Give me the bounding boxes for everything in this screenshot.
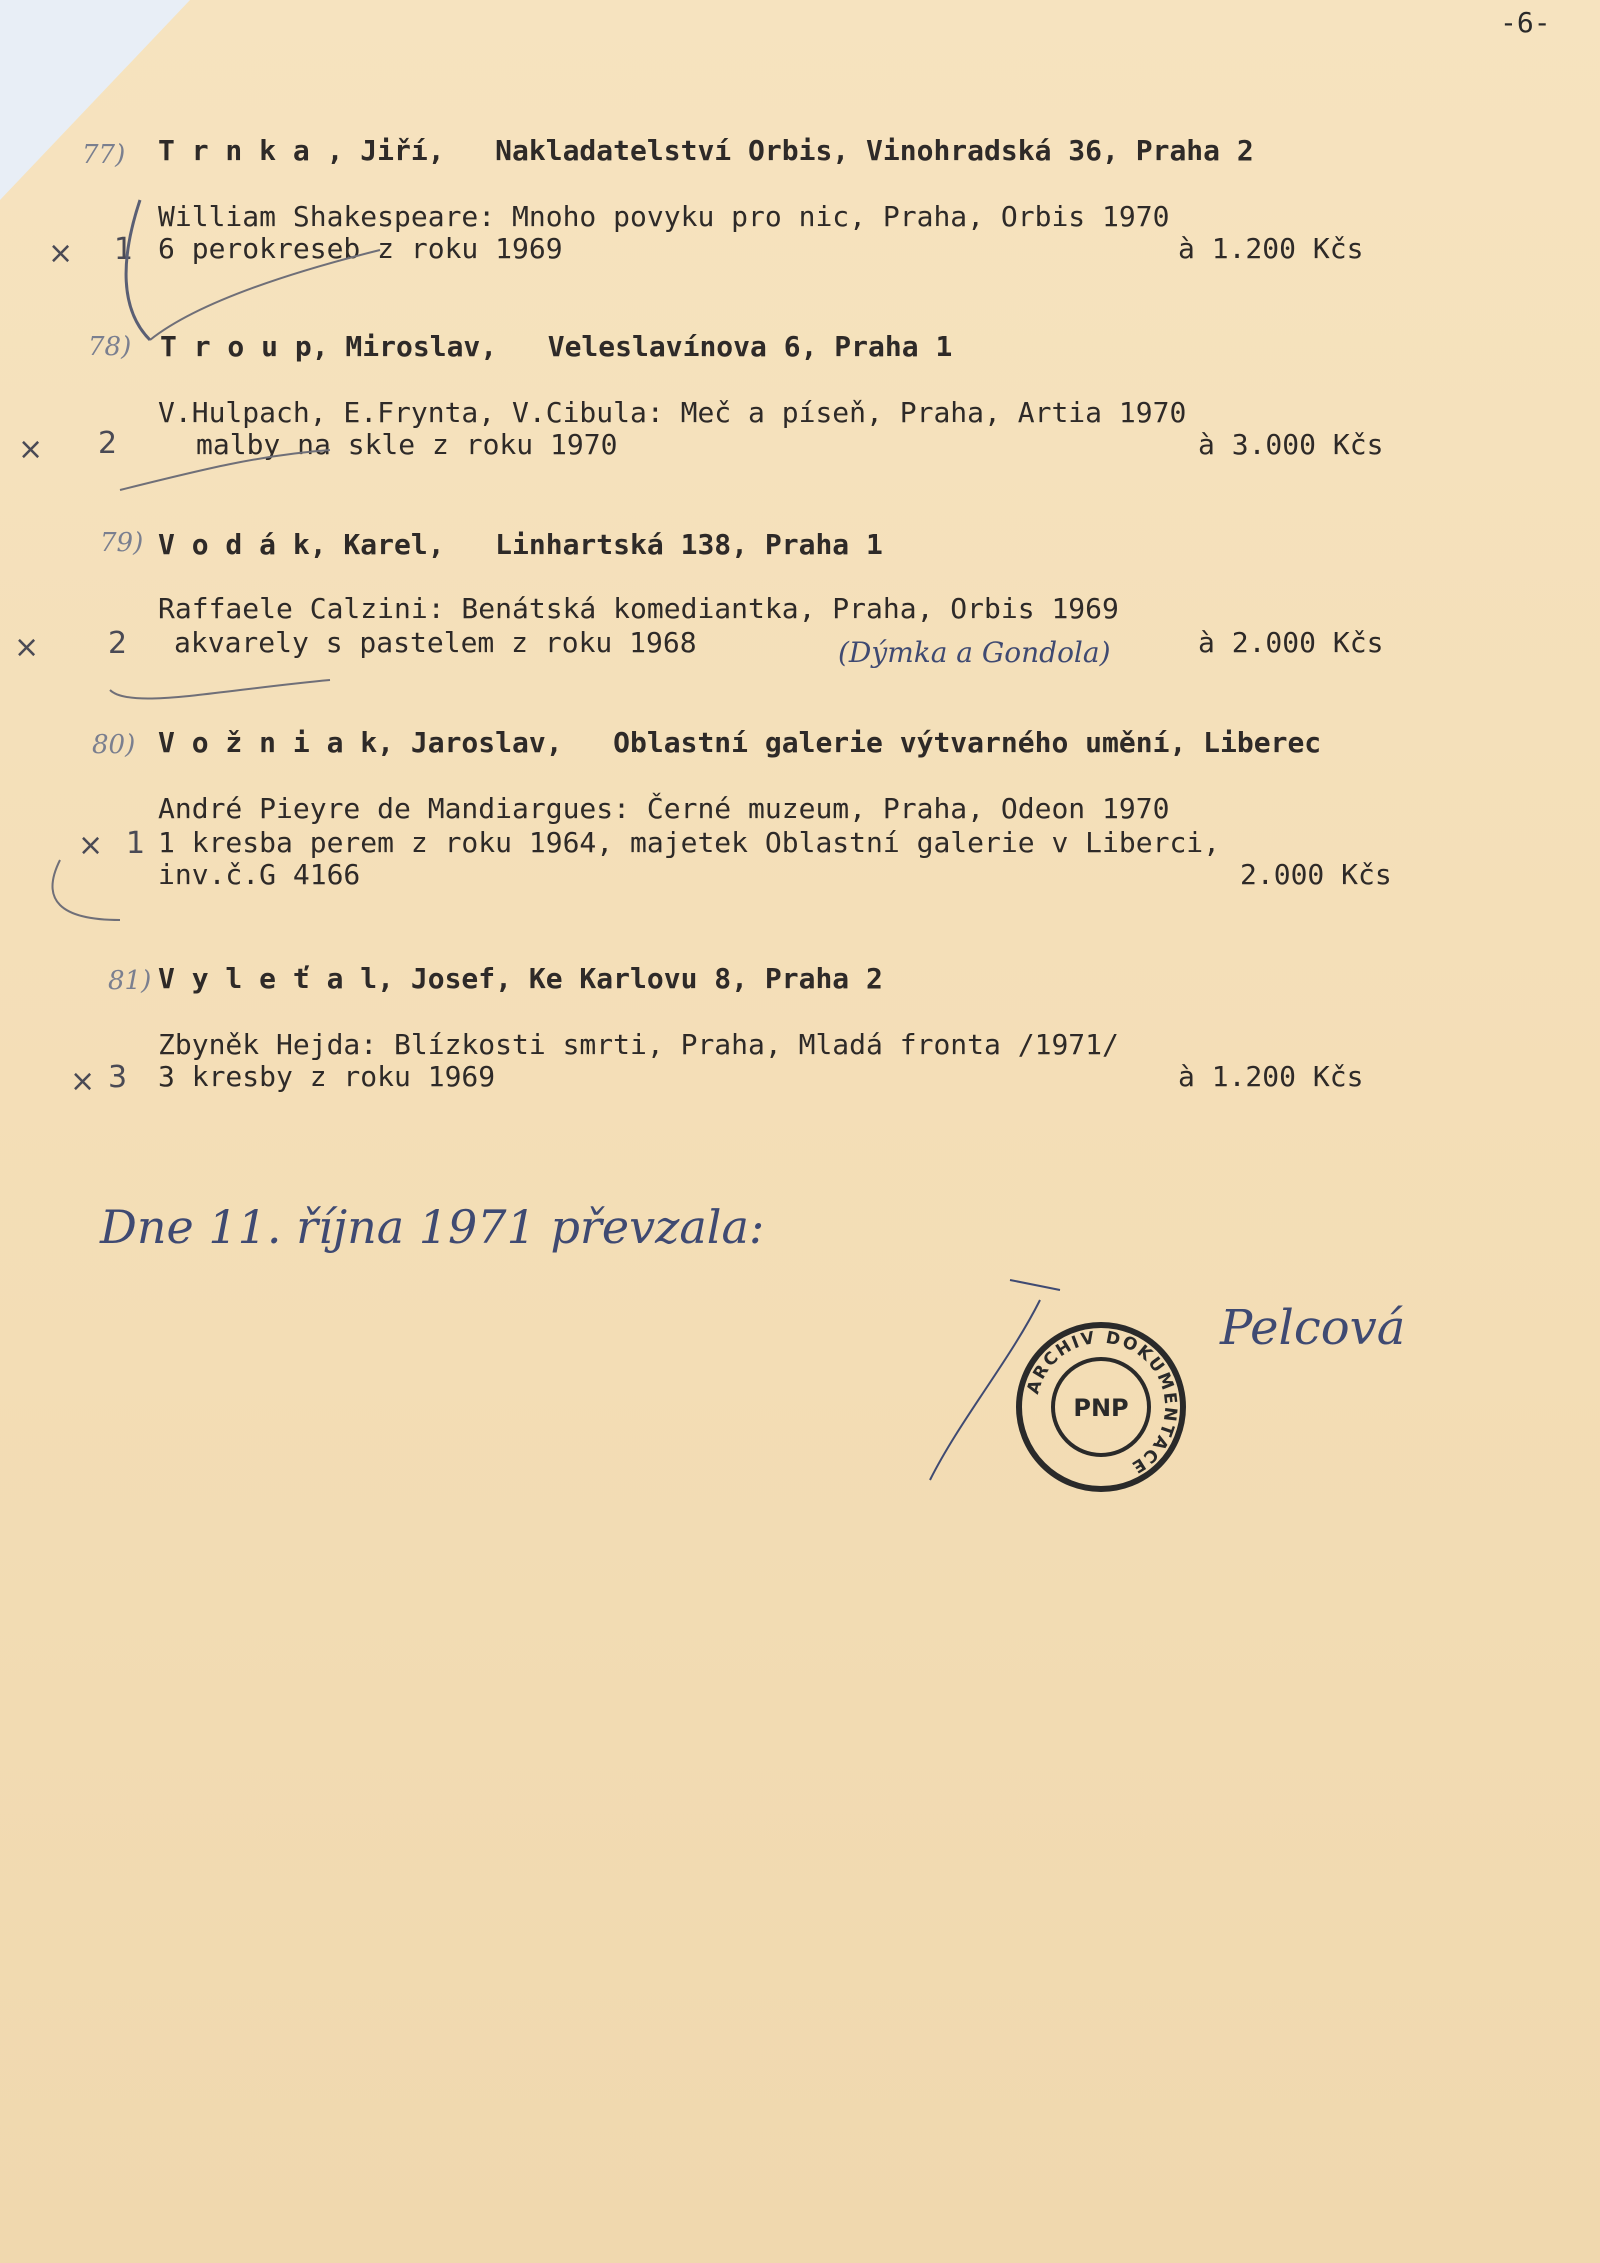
entry-book-line: V.Hulpach, E.Frynta, V.Cibula: Meč a píseň, Praha, Artia 1970 bbox=[158, 396, 1187, 429]
entry-work-line: 3 kresby z roku 1969 bbox=[158, 1060, 496, 1093]
entry-work-line: 1 kresba perem z roku 1964, majetek Oblastní galerie v Liberci, bbox=[158, 826, 1221, 859]
entry-price: à 1.200 Kčs bbox=[1178, 1060, 1364, 1093]
page-number: -6- bbox=[1500, 6, 1551, 39]
margin-check-mark: × bbox=[78, 828, 104, 863]
entry-work-line: malby na skle z roku 1970 bbox=[196, 428, 618, 461]
entry-index-mark: 78) bbox=[88, 332, 132, 362]
margin-check-mark: × bbox=[48, 236, 74, 271]
handwritten-receipt-note: Dne 11. října 1971 převzala: bbox=[100, 1200, 765, 1254]
entry-heading: T r n k a , Jiří, Nakladatelství Orbis, Vinohradská 36, Praha 2 bbox=[158, 134, 1254, 167]
entry-price: à 3.000 Kčs bbox=[1198, 428, 1384, 461]
entry-book-line: William Shakespeare: Mnoho povyku pro nic, Praha, Orbis 1970 bbox=[158, 200, 1170, 233]
entry-price: à 1.200 Kčs bbox=[1178, 232, 1364, 265]
stamp-ring-text: ARCHIV DOKUMENTACE bbox=[1023, 1327, 1181, 1478]
entry-price: à 2.000 Kčs bbox=[1198, 626, 1384, 659]
handwritten-note: (Dýmka a Gondola) bbox=[838, 636, 1111, 669]
margin-count: 3 bbox=[108, 1060, 128, 1095]
margin-count: 1 bbox=[126, 826, 146, 861]
entry-work-line: akvarely s pastelem z roku 1968 bbox=[174, 626, 697, 659]
entry-book-line: André Pieyre de Mandiargues: Černé muzeum, Praha, Odeon 1970 bbox=[158, 792, 1170, 825]
archive-stamp bbox=[1012, 1318, 1190, 1496]
entry-heading: V y l e ť a l, Josef, Ke Karlovu 8, Praha 2 bbox=[158, 962, 883, 995]
entry-index-mark: 79) bbox=[100, 528, 144, 558]
margin-count: 2 bbox=[108, 626, 128, 661]
entry-work-line-2: inv.č.G 4166 bbox=[158, 858, 361, 891]
margin-count: 2 bbox=[98, 426, 118, 461]
entry-heading: V o d á k, Karel, Linhartská 138, Praha 1 bbox=[158, 528, 883, 561]
entry-index-mark: 80) bbox=[92, 730, 136, 760]
entry-index-mark: 81) bbox=[108, 966, 152, 996]
entry-book-line: Raffaele Calzini: Benátská komediantka, Praha, Orbis 1969 bbox=[158, 592, 1119, 625]
entry-index-mark: 77) bbox=[82, 140, 126, 170]
stamp-center-text: PNP bbox=[1073, 1394, 1129, 1422]
margin-check-mark: × bbox=[14, 630, 40, 665]
entry-price: 2.000 Kčs bbox=[1240, 858, 1392, 891]
margin-check-mark: × bbox=[18, 432, 44, 467]
signature: Pelcová bbox=[1220, 1300, 1406, 1356]
entry-heading: T r o u p, Miroslav, Veleslavínova 6, Praha 1 bbox=[160, 330, 953, 363]
margin-check-mark: × bbox=[70, 1064, 96, 1099]
entry-heading: V o ž n i a k, Jaroslav, Oblastní galerie výtvarného umění, Liberec bbox=[158, 726, 1322, 759]
entry-book-line: Zbyněk Hejda: Blízkosti smrti, Praha, Mladá fronta /1971/ bbox=[158, 1028, 1119, 1061]
margin-count: 1 bbox=[114, 232, 134, 267]
entry-work-line: 6 perokreseb z roku 1969 bbox=[158, 232, 563, 265]
